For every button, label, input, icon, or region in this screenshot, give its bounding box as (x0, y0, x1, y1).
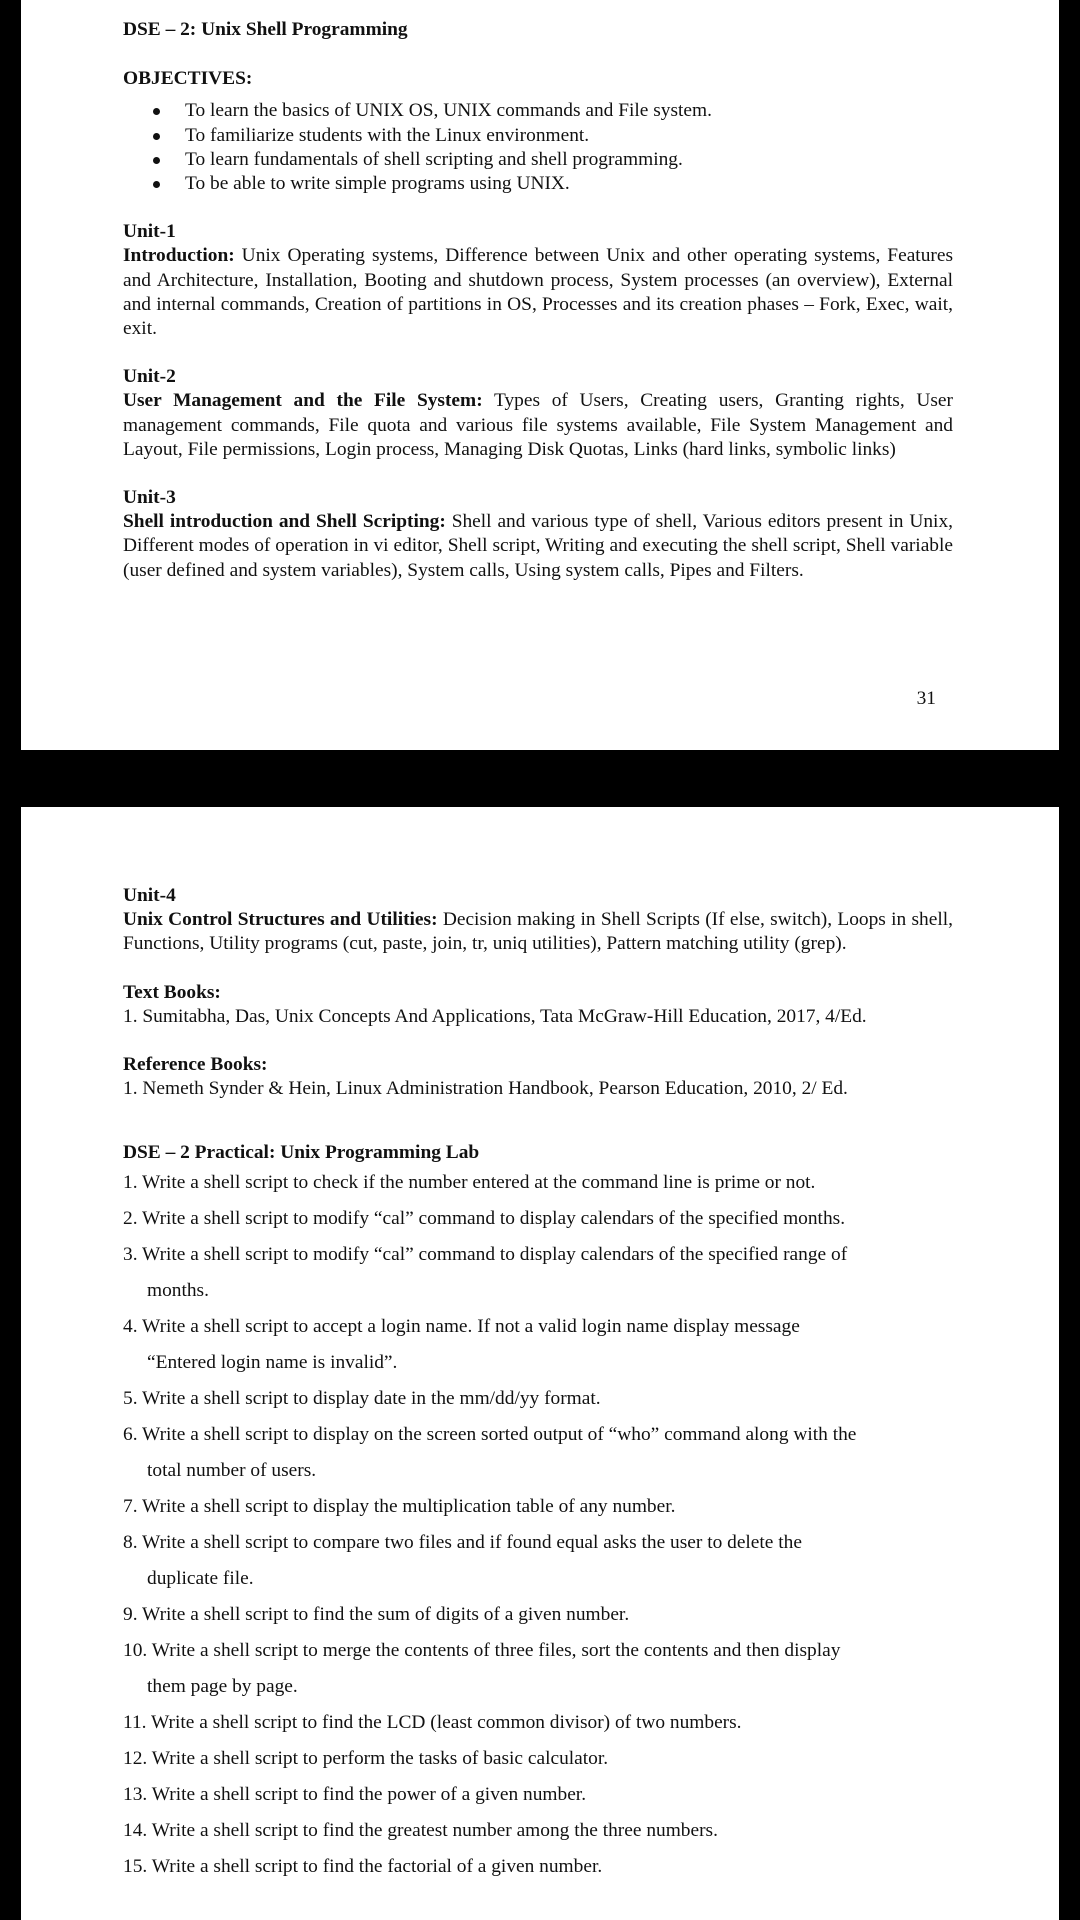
reference-book-item: 1. Nemeth Synder & Hein, Linux Administration Handbook, Pearson Education, 2010, 2/ Ed. (123, 1078, 848, 1100)
list-item: 9. Write a shell script to find the sum of digits of a given number. (123, 1604, 630, 1626)
bullet-icon (153, 181, 160, 188)
reference-books-section (123, 1053, 953, 1101)
list-item: 2. Write a shell script to modify “cal” command to display calendars of the specified months. (123, 1208, 846, 1230)
list-item: 3. Write a shell script to modify “cal” command to display calendars of the specified range of months. (123, 1244, 848, 1302)
objective-item: To familiarize students with the Linux environment. (123, 124, 953, 148)
unit-description: Unix Control Structures and Utilities: Decision making in Shell Scripts (If else, switch), Loops in shell, Functions, Utility programs (cut, paste, join, tr, uniq utilities), Pattern matching utility (grep). (123, 909, 953, 955)
objectives-heading: OBJECTIVES: (123, 68, 253, 90)
page-2-content (123, 884, 953, 1885)
unit-heading: User Management and the File System: (123, 390, 483, 412)
reference-books-heading: Reference Books: (123, 1054, 268, 1076)
document-page-1 (21, 0, 1059, 750)
unit-2-section (123, 365, 953, 462)
practical-list (123, 1165, 953, 1885)
unit-heading: Unix Control Structures and Utilities: (123, 909, 438, 931)
page-number: 31 (916, 688, 936, 709)
text-books-heading: Text Books: (123, 981, 221, 1003)
objective-item: To be able to write simple programs using UNIX. (123, 172, 953, 196)
text-books-section (123, 981, 953, 1029)
document-page-2 (21, 807, 1059, 1920)
unit-label: Unit-2 (123, 366, 176, 388)
unit-description: Introduction: Unix Operating systems, Difference between Unix and other operating systems, Features and Architecture, Installation, Booting and shutdown process, System processes (an overview), External and internal commands, Creation of partitions in OS, Processes and its creation phases – Fork, Exec, wait, exit. (123, 245, 953, 340)
list-item: 14. Write a shell script to find the greatest number among the three numbers. (123, 1820, 718, 1842)
bullet-icon (153, 108, 160, 115)
unit-label: Unit-4 (123, 885, 176, 906)
bullet-icon (153, 157, 160, 164)
list-item: 7. Write a shell script to display the multiplication table of any number. (123, 1496, 676, 1518)
list-item: 5. Write a shell script to display date in the mm/dd/yy format. (123, 1388, 601, 1410)
unit-heading: Shell introduction and Shell Scripting: (123, 511, 446, 533)
unit-label: Unit-3 (123, 487, 176, 509)
objectives-list (123, 99, 953, 196)
practical-heading: DSE – 2 Practical: Unix Programming Lab (123, 1142, 480, 1164)
unit-description: User Management and the File System: Types of Users, Creating users, Granting rights, User management commands, File quota and various file systems available, File System Management and Layout, File permissions, Login process, Managing Disk Quotas, Links (hard links, symbolic links) (123, 390, 953, 460)
objective-item: To learn fundamentals of shell scripting and shell programming. (123, 148, 953, 172)
list-item: 4. Write a shell script to accept a login name. If not a valid login name display message “Entered login name is invalid”. (123, 1316, 800, 1374)
list-item: 15. Write a shell script to find the factorial of a given number. (123, 1856, 603, 1878)
list-item: 6. Write a shell script to display on the screen sorted output of “who” command along with the total number of users. (123, 1424, 857, 1482)
unit-3-section (123, 486, 953, 583)
unit-description: Shell introduction and Shell Scripting: Shell and various type of shell, Various editors present in Unix, Different modes of operation in vi editor, Shell script, Writing and executing the shell script, Shell variable (user defined and system variables), System calls, Using system calls, Pipes and Filters. (123, 511, 953, 581)
objective-item: To learn the basics of UNIX OS, UNIX commands and File system. (123, 99, 953, 123)
page-1-content (123, 18, 953, 583)
list-item: 10. Write a shell script to merge the contents of three files, sort the contents and then display them page by page. (123, 1640, 841, 1698)
list-item: 12. Write a shell script to perform the tasks of basic calculator. (123, 1748, 609, 1770)
practical-section (123, 1141, 953, 1885)
list-item: 13. Write a shell script to find the power of a given number. (123, 1784, 587, 1806)
unit-4-section (123, 884, 953, 957)
unit-heading: Introduction: (123, 245, 235, 267)
list-item: 8. Write a shell script to compare two files and if found equal asks the user to delete the duplicate file. (123, 1532, 802, 1590)
list-item: 1. Write a shell script to check if the number entered at the command line is prime or not. (123, 1172, 816, 1194)
course-title: DSE – 2: Unix Shell Programming (123, 19, 408, 40)
bullet-icon (153, 133, 160, 140)
list-item: 11. Write a shell script to find the LCD (least common divisor) of two numbers. (123, 1712, 742, 1734)
unit-1-section (123, 220, 953, 341)
text-book-item: 1. Sumitabha, Das, Unix Concepts And Applications, Tata McGraw-Hill Education, 2017, 4/Ed. (123, 1005, 867, 1027)
unit-label: Unit-1 (123, 221, 176, 243)
